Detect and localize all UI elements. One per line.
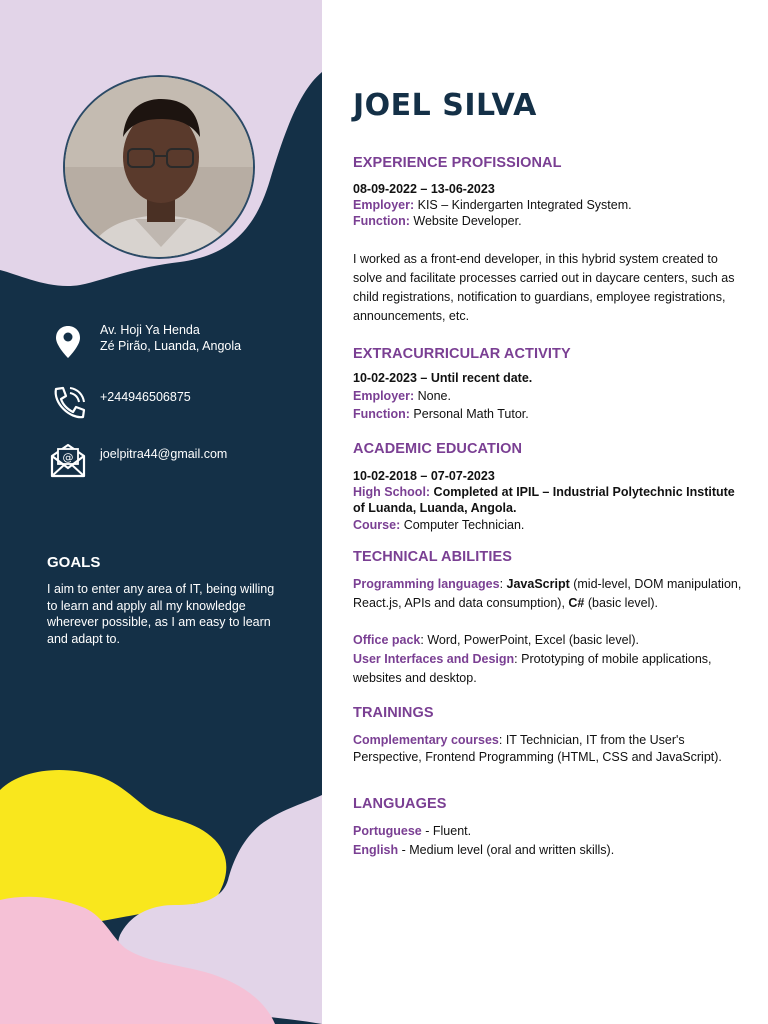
- goals-title: GOALS: [47, 554, 101, 571]
- language-name: English: [353, 843, 399, 857]
- trainings-title: TRAININGS: [353, 705, 434, 721]
- sidebar: [0, 0, 322, 1024]
- language-item: [353, 823, 748, 839]
- language-level: - Fluent.: [421, 824, 472, 838]
- csharp-detail: (basic level).: [584, 596, 659, 610]
- employer-label: Employer:: [353, 389, 415, 403]
- language-name: Portuguese: [353, 824, 422, 838]
- phone-icon: [48, 383, 88, 423]
- email-address[interactable]: joelpitra44@gmail.com: [100, 447, 228, 461]
- extracurricular-employer: [353, 388, 748, 404]
- technical-office: [353, 631, 748, 650]
- employer-label: Employer:: [353, 198, 415, 212]
- main-content: [322, 0, 768, 1024]
- programming-label: Programming languages: [353, 577, 500, 591]
- address-row: [48, 322, 308, 362]
- education-school: [353, 484, 748, 516]
- ui-value: : Prototyping of mobile applications, websites and desktop.: [353, 652, 712, 685]
- phone-number[interactable]: +244946506875: [100, 390, 191, 404]
- employer-value: None.: [414, 389, 451, 403]
- technical-programming: [353, 575, 748, 613]
- school-label: High School:: [353, 485, 431, 499]
- language-item: [353, 842, 748, 858]
- courses-value: : IT Technician, IT from the User's Perspective, Frontend Programming (HTML, CSS and JavaScript).: [353, 733, 722, 764]
- page-title: JOEL SILVA: [353, 88, 537, 123]
- javascript-detail: (mid-level, DOM manipulation, React.js, APIs and data consumption),: [353, 577, 742, 610]
- languages-title: LANGUAGES: [353, 796, 447, 812]
- extracurricular-dates: 10-02-2023 – Until recent date.: [353, 371, 533, 385]
- goals-text: I aim to enter any area of IT, being willing to learn and apply all my knowledge wherever possible, as I am easy to learn and adapt to.: [47, 582, 275, 646]
- trainings-courses: [353, 732, 748, 766]
- extracurricular-title: EXTRACURRICULAR ACTIVITY: [353, 346, 571, 362]
- employer-value: KIS – Kindergarten Integrated System.: [414, 198, 632, 212]
- address-line-2: Zé Pirão, Luanda, Angola: [100, 339, 242, 353]
- extracurricular-function: [353, 406, 748, 422]
- experience-employer: [353, 197, 748, 213]
- experience-description: I worked as a front-end developer, in this hybrid system created to solve and facilitate processes carried out in daycare centers, such as child registrations, notification to guardians, employee registrations, announcements, etc.: [353, 252, 735, 323]
- javascript-skill: JavaScript: [506, 577, 570, 591]
- experience-dates: 08-09-2022 – 13-06-2023: [353, 182, 495, 196]
- course-label: Course:: [353, 518, 401, 532]
- phone-row: [48, 383, 308, 423]
- function-value: Website Developer.: [409, 214, 522, 228]
- education-title: ACADEMIC EDUCATION: [353, 441, 523, 457]
- office-label: Office pack: [353, 633, 421, 647]
- education-dates: 10-02-2018 – 07-07-2023: [353, 469, 495, 483]
- office-value: : Word, PowerPoint, Excel (basic level).: [420, 633, 639, 647]
- technical-ui: [353, 650, 748, 688]
- experience-title: EXPERIENCE PROFISSIONAL: [353, 155, 562, 171]
- course-value: Computer Technician.: [400, 518, 525, 532]
- email-icon: [48, 440, 88, 480]
- function-label: Function:: [353, 407, 410, 421]
- function-label: Function:: [353, 214, 410, 228]
- school-value: Completed at IPIL – Industrial Polytechnic Institute of Luanda, Luanda, Angola.: [353, 485, 735, 515]
- courses-label: Complementary courses: [353, 733, 499, 747]
- email-row: [48, 440, 308, 480]
- svg-text:@: @: [62, 451, 74, 464]
- location-pin-icon: [48, 322, 88, 362]
- function-value: Personal Math Tutor.: [409, 407, 529, 421]
- language-level: - Medium level (oral and written skills).: [398, 843, 615, 857]
- profile-photo: [63, 75, 255, 259]
- colon: :: [499, 577, 507, 591]
- technical-title: TECHNICAL ABILITIES: [353, 549, 512, 565]
- experience-function: [353, 213, 748, 229]
- csharp-skill: C#: [568, 596, 585, 610]
- ui-label: User Interfaces and Design: [353, 652, 515, 666]
- education-course: [353, 517, 748, 533]
- address-line-1: Av. Hoji Ya Henda: [100, 323, 200, 337]
